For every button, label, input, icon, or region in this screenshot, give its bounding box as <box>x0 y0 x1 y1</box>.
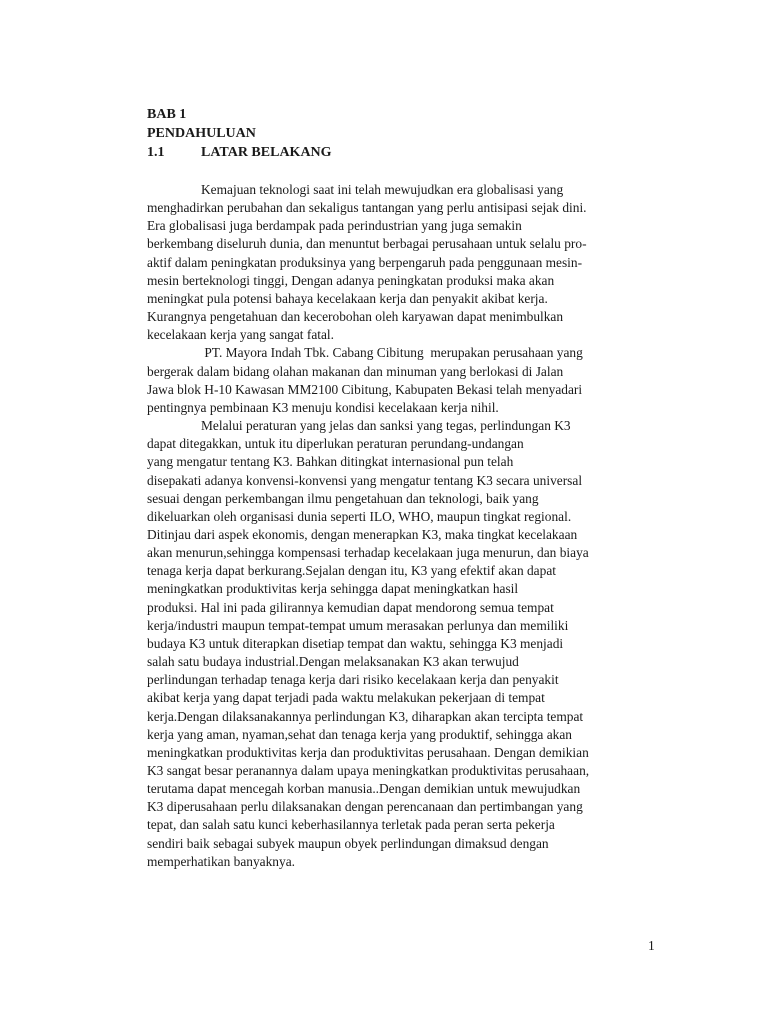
text-line: akan menurun,sehingga kompensasi terhadap kecelakaan juga menurun, dan biaya <box>147 545 589 561</box>
text-line: Ditinjau dari aspek ekonomis, dengan menerapkan K3, maka tingkat kecelakaan <box>147 526 578 542</box>
text-line: dikeluarkan oleh organisasi dunia seperti ILO, WHO, maupun tingkat regional. <box>147 508 572 524</box>
text-line: dapat ditegakkan, untuk itu diperlukan peraturan perundang-undangan <box>147 436 524 452</box>
text-line: berkembang diseluruh dunia, dan menuntut berbagai perusahaan untuk selalu pro- <box>147 236 587 252</box>
text-line: meningkatkan produktivitas kerja dan produktivitas perusahaan. Dengan demikian <box>147 744 589 760</box>
text-line: memperhatikan banyaknya. <box>147 853 295 869</box>
text-line: meningkat pula potensi bahaya kecelakaan kerja dan penyakit akibat kerja. <box>147 290 548 306</box>
section-title: LATAR BELAKANG <box>201 145 332 160</box>
text-line: salah satu budaya industrial.Dengan melaksanakan K3 akan terwujud <box>147 654 519 670</box>
text-line: mesin berteknologi tinggi, Dengan adanya peningkatan produksi maka akan <box>147 272 555 288</box>
chapter-title: PENDAHULUAN <box>147 126 256 141</box>
chapter-label: BAB 1 <box>147 107 187 122</box>
text-line: Melalui peraturan yang jelas dan sanksi yang tegas, perlindungan K3 <box>201 418 571 434</box>
text-line: kerja/industri maupun tempat-tempat umum merasakan perlunya dan memiliki <box>147 617 569 633</box>
text-line: pentingnya pembinaan K3 menuju kondisi kecelakaan kerja nihil. <box>147 399 499 415</box>
section-number: 1.1 <box>147 145 165 160</box>
text-line: PT. Mayora Indah Tbk. Cabang Cibitung merupakan perusahaan yang <box>201 345 583 361</box>
text-line: produksi. Hal ini pada gilirannya kemudian dapat mendorong semua tempat <box>147 599 554 615</box>
text-line: meningkatkan produktivitas kerja sehingga dapat meningkatkan hasil <box>147 581 519 597</box>
text-line: yang mengatur tentang K3. Bahkan ditingkat internasional pun telah <box>147 454 514 470</box>
body-text <box>147 181 662 871</box>
text-line: Jawa blok H-10 Kawasan MM2100 Cibitung, Kabupaten Bekasi telah menyadari <box>147 381 583 397</box>
text-line: aktif dalam peningkatan produksinya yang berpengaruh pada penggunaan mesin- <box>147 254 583 270</box>
text-line: sesuai dengan perkembangan ilmu pengetahuan dan teknologi, baik yang <box>147 490 539 506</box>
page-number: 1 <box>648 938 655 953</box>
text-line: sendiri baik sebagai subyek maupun obyek perlindungan dimaksud dengan <box>147 835 549 851</box>
text-line: K3 sangat besar peranannya dalam upaya meningkatkan produktivitas perusahaan, <box>147 763 590 778</box>
text-line: akibat kerja yang dapat terjadi pada waktu melakukan pekerjaan di tempat <box>147 690 545 706</box>
text-line: Era globalisasi juga berdampak pada perindustrian yang juga semakin <box>147 218 522 234</box>
section-heading <box>147 143 332 162</box>
text-line: K3 diperusahaan perlu dilaksanakan dengan perencanaan dan pertimbangan yang <box>147 799 583 815</box>
text-line: menghadirkan perubahan dan sekaligus tantangan yang perlu antisipasi sejak dini. <box>147 200 587 216</box>
text-line: Kemajuan teknologi saat ini telah mewujudkan era globalisasi yang <box>201 182 564 197</box>
text-line: tenaga kerja dapat berkurang.Sejalan dengan itu, K3 yang efektif akan dapat <box>147 563 556 579</box>
text-line: budaya K3 untuk diterapkan disetiap tempat dan waktu, sehingga K3 menjadi <box>147 635 564 651</box>
text-line: kecelakaan kerja yang sangat fatal. <box>147 327 334 343</box>
text-line: disepakati adanya konvensi-konvensi yang mengatur tentang K3 secara universal <box>147 472 583 488</box>
text-line: tepat, dan salah satu kunci keberhasilannya terletak pada peran serta pekerja <box>147 817 555 833</box>
text-line: bergerak dalam bidang olahan makanan dan minuman yang berlokasi di Jalan <box>147 363 564 379</box>
text-line: perlindungan terhadap tenaga kerja dari risiko kecelakaan kerja dan penyakit <box>147 672 559 688</box>
text-line: Kurangnya pengetahuan dan kecerobohan oleh karyawan dapat menimbulkan <box>147 309 564 325</box>
heading-block <box>147 105 332 162</box>
text-line: terutama dapat mencegah korban manusia..Dengan demikian untuk mewujudkan <box>147 781 581 797</box>
text-line: kerja.Dengan dilaksanakannya perlindungan K3, diharapkan akan tercipta tempat <box>147 708 584 724</box>
text-line: kerja yang aman, nyaman,sehat dan tenaga kerja yang produktif, sehingga akan <box>147 726 572 742</box>
